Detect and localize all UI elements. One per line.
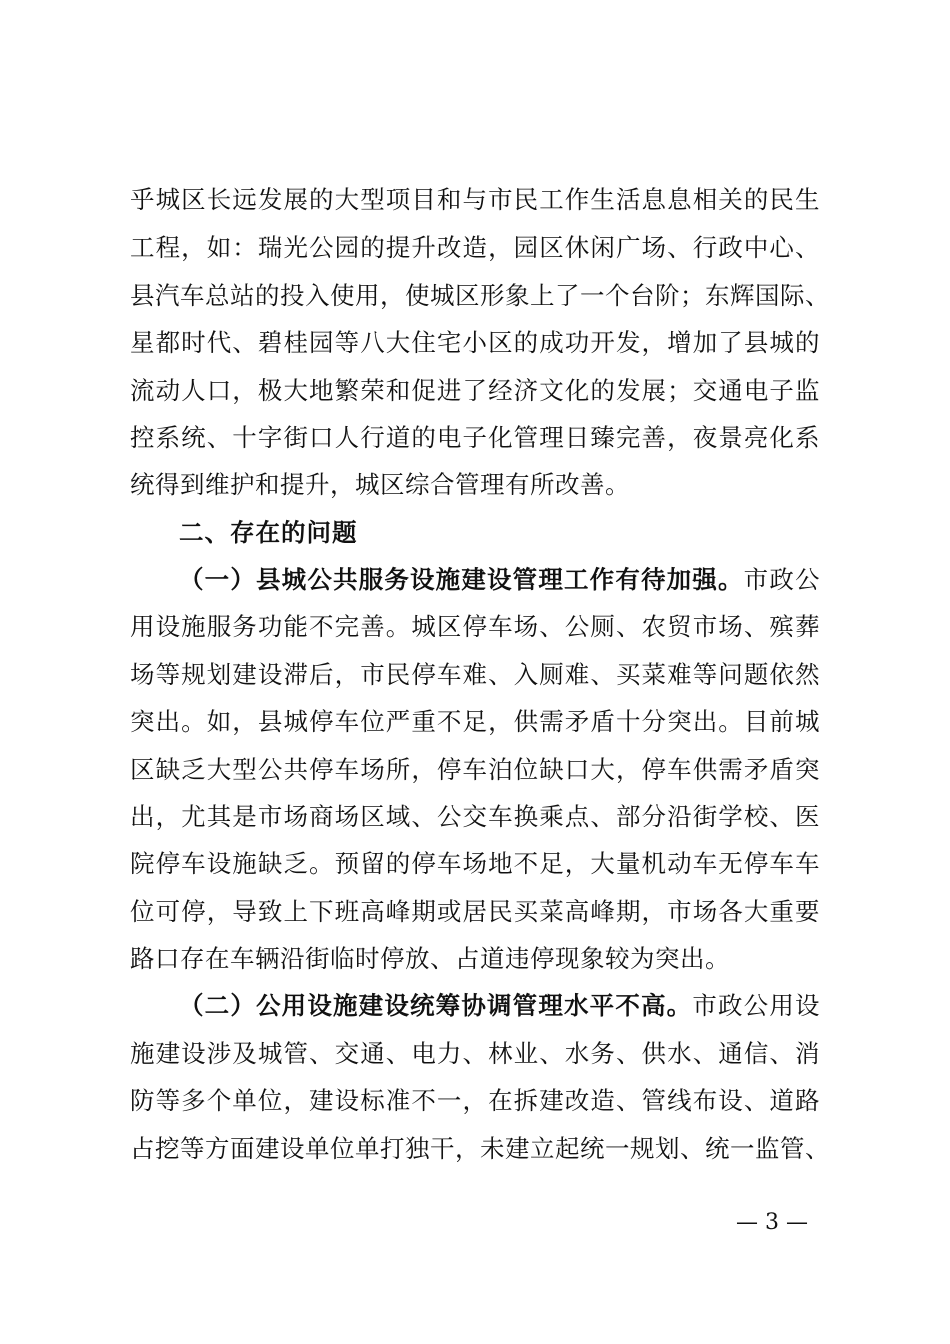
paragraph-line: 流动人口，极大地繁荣和促进了经济文化的发展；交通电子监 [130,376,820,405]
paragraph-line: 路口存在车辆沿街临时停放、占道违停现象较为突出。 [130,944,730,973]
section-heading: 二、存在的问题 [179,518,358,547]
paragraph-line: 县汽车总站的投入使用，使城区形象上了一个台阶；东辉国际、 [130,281,830,310]
paragraph-line: 用设施服务功能不完善。城区停车场、公厕、农贸市场、殡葬 [130,612,820,641]
paragraph-line: 院停车设施缺乏。预留的停车场地不足，大量机动车无停车车 [130,849,820,878]
paragraph-line: 控系统、十字街口人行道的电子化管理日臻完善，夜景亮化系 [130,423,820,452]
paragraph-line: 区缺乏大型公共停车场所，停车泊位缺口大，停车供需矛盾突 [130,755,820,784]
section-two-first-line [179,989,820,1023]
paragraph-line: 出，尤其是市场商场区域、公交车换乘点、部分沿街学校、医 [130,802,820,831]
paragraph-line: 乎城区长远发展的大型项目和与市民工作生活息息相关的民生 [130,185,820,214]
section-one-lead: （一）县城公共服务设施建设管理工作有待加强。 [179,565,744,594]
paragraph-line: 施建设涉及城管、交通、电力、林业、水务、供水、通信、消 [130,1039,820,1068]
paragraph-line: 防等多个单位，建设标准不一，在拆建改造、管线布设、道路 [130,1086,820,1115]
paragraph-line: 突出。如，县城停车位严重不足，供需矛盾十分突出。目前城 [130,707,820,736]
section-two-lead-rest: 市政公用设 [692,991,821,1020]
section-one-first-line [179,563,820,597]
section-one-lead-rest: 市政公 [743,565,821,594]
paragraph-line: 场等规划建设滞后，市民停车难、入厕难、买菜难等问题依然 [130,660,820,689]
page-number: — 3 — [736,1210,808,1235]
paragraph-line: 占挖等方面建设单位单打独干，未建立起统一规划、统一监管、 [130,1134,830,1163]
paragraph-line: 工程，如：瑞光公园的提升改造，园区休闲广场、行政中心、 [130,233,820,262]
section-two-lead: （二）公用设施建设统筹协调管理水平不高。 [179,991,693,1020]
paragraph-line: 星都时代、碧桂园等八大住宅小区的成功开发，增加了县城的 [130,328,820,357]
paragraph-line: 位可停，导致上下班高峰期或居民买菜高峰期，市场各大重要 [130,897,820,926]
paragraph-line: 统得到维护和提升，城区综合管理有所改善。 [130,470,630,499]
